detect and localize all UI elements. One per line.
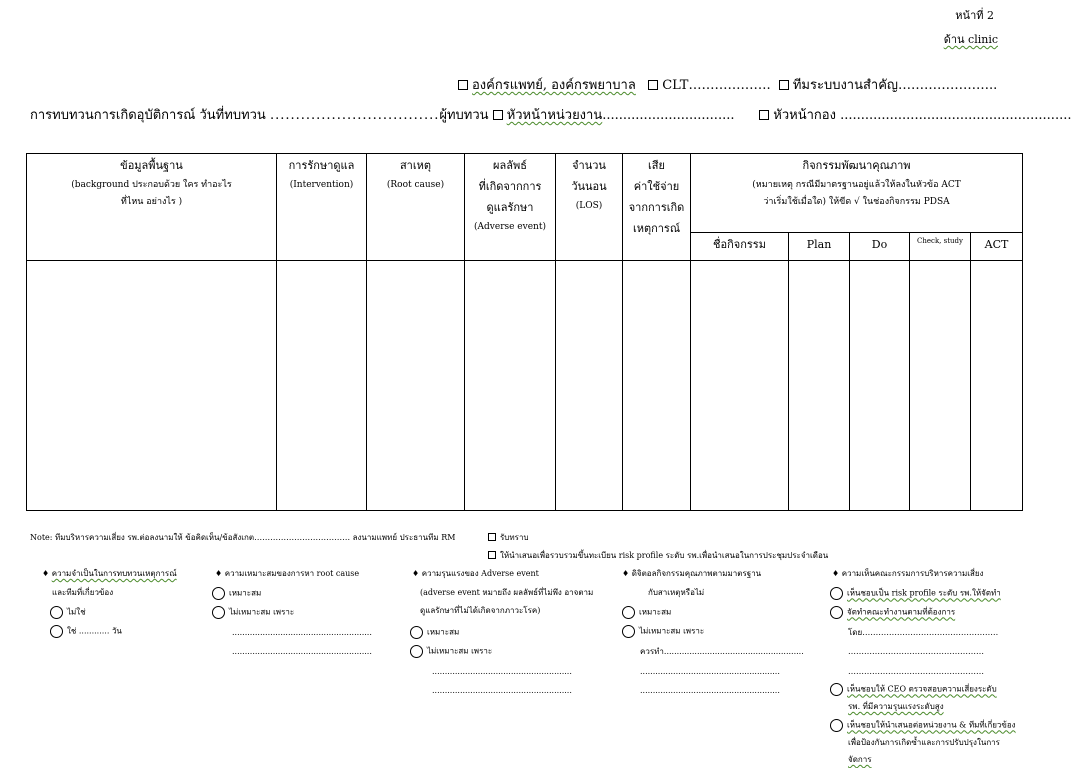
col5-text-5-content: จัดการ: [848, 755, 872, 764]
col4-extra-dots: .......................................................: [663, 647, 804, 656]
clt-dots: ……………….: [688, 78, 771, 93]
col5-by-label: โดย: [848, 628, 863, 637]
col3-dots-1: .......................................................: [432, 667, 572, 676]
department-label: [944, 30, 998, 48]
col5-title-text: ความเห็นคณะกรรมการบริหารความเสี่ยง: [841, 569, 984, 578]
col-los-line1: จำนวน: [572, 159, 606, 172]
page-number: หน้าที่ 2: [955, 9, 994, 22]
cell-background[interactable]: [27, 261, 277, 511]
division-head-dots: ........................................................: [840, 108, 1071, 123]
col-qi-header: [691, 154, 1023, 233]
col5-opt4-label: เห็นชอบให้นำเสนอต่อหน่วยงาน & ทีมที่เกี่ยวข้อง: [847, 720, 1016, 730]
unit-head-dots: ................................: [602, 108, 735, 123]
acknowledge-checkbox[interactable]: [488, 533, 496, 541]
col1-radio-2[interactable]: [50, 625, 63, 638]
cell-intervention[interactable]: [277, 261, 367, 511]
rm-note-dots: ………………………………: [254, 533, 351, 542]
col3-dots-2: .......................................................: [432, 686, 572, 695]
col-adverse-line2: ที่เกิดจากการ: [478, 179, 542, 193]
col-adverse-header: [465, 154, 556, 261]
register-checkbox[interactable]: [488, 551, 496, 559]
col5-dots-1: ……………………………………………: [848, 647, 984, 656]
col2-dots-2: .......................................................: [232, 647, 372, 656]
cell-root-cause[interactable]: [367, 261, 465, 511]
key-system-label: ทีมระบบงานสำคัญ: [792, 78, 898, 93]
col5-opt3-label: เห็นชอบให้ CEO ตรวจสอบความเสี่ยงระดับ: [847, 684, 997, 694]
col5-radio-1[interactable]: [830, 587, 843, 600]
header-line-1: [458, 74, 997, 95]
col1-title: ♦ ความจำเป็นในการทบทวนเหตุการณ์: [42, 569, 177, 578]
col3-option-1: [410, 626, 459, 639]
col2-option-1: [212, 587, 261, 600]
sub-act: ACT: [971, 233, 1023, 261]
rm-register: [488, 549, 828, 562]
col3-opt1-label: เหมาะสม: [427, 627, 460, 637]
col2-radio-1[interactable]: [212, 587, 225, 600]
sub-do: Do: [850, 233, 910, 261]
col4-opt1-label: เหมาะสม: [639, 607, 672, 617]
cell-check[interactable]: [910, 261, 971, 511]
cell-plan[interactable]: [789, 261, 850, 511]
col5-option-2: [830, 606, 955, 619]
col5-radio-3[interactable]: [830, 683, 843, 696]
col3-radio-1[interactable]: [410, 626, 423, 639]
col-los-line2: วันนอน: [571, 179, 607, 193]
col2-dots-1: .......................................................: [232, 628, 372, 637]
col4-dots-1: .......................................................: [640, 667, 780, 676]
col3-option-2: [410, 645, 492, 658]
col5-title: ♦ ความเห็นคณะกรรมการบริหารความเสี่ยง: [832, 569, 984, 578]
header-line-2: [30, 104, 1071, 125]
reviewer-label: ผู้ทบทวน: [439, 108, 489, 123]
col-intervention-sub: (Intervention): [289, 179, 354, 190]
col3-title: ♦ ความรุนแรงของ Adverse event: [412, 569, 539, 578]
col5-opt2-label: จัดทำคณะทำงานตามที่ต้องการ: [847, 607, 956, 617]
review-date-dots: .................................: [269, 108, 440, 123]
col1-opt2-label: ใช่ ............ วัน: [67, 626, 122, 636]
col-adverse-line1: ผลลัพธ์: [493, 159, 527, 172]
unit-head-checkbox[interactable]: [493, 110, 503, 120]
col-los-header: [556, 154, 623, 261]
col2-option-2: [212, 606, 294, 619]
cell-act[interactable]: [971, 261, 1023, 511]
col4-option-1: [622, 606, 671, 619]
col4-title: ♦ ดิจิตอลกิจกรรมคุณภาพตามมาตรฐาน: [622, 569, 762, 578]
org-label: องค์กรแพทย์, องค์กรพยาบาล: [472, 78, 636, 93]
col4-subtitle: กับสาเหตุหรือไม่: [648, 588, 705, 597]
clt-checkbox[interactable]: [648, 80, 658, 90]
department-text: ด้าน clinic: [943, 33, 998, 46]
col4-opt2-label: ไม่เหมาะสม เพราะ: [639, 626, 705, 636]
col-cost-line1: เสีย: [648, 159, 665, 172]
key-system-dots: …………………..: [898, 78, 998, 93]
col-intervention-header: [277, 154, 367, 261]
col-adverse-line4: (Adverse event): [474, 221, 546, 232]
col5-option-4: [830, 719, 1016, 732]
col-cost-header: [623, 154, 691, 261]
sub-plan: Plan: [789, 233, 850, 261]
col-cost-line3: จากการเกิด: [628, 200, 685, 214]
acknowledge-label: รับทราบ: [500, 533, 529, 542]
col4-dots-2: .......................................................: [640, 686, 780, 695]
review-label: การทบทวนการเกิดอุบัติการณ์ วันที่ทบทวน: [30, 108, 266, 123]
col2-opt2-label: ไม่เหมาะสม เพราะ: [229, 607, 295, 617]
col1-title-text: ความจำเป็นในการทบทวนเหตุการณ์: [51, 569, 177, 578]
col5-radio-4[interactable]: [830, 719, 843, 732]
cell-do[interactable]: [850, 261, 910, 511]
col3-opt2-label: ไม่เหมาะสม เพราะ: [427, 646, 493, 656]
col2-opt1-label: เหมาะสม: [229, 588, 262, 598]
col4-extra-label: ควรทำ: [640, 647, 664, 656]
col5-by: [848, 629, 998, 637]
division-head-checkbox[interactable]: [759, 110, 769, 120]
col4-option-2: [622, 625, 704, 638]
cell-cost[interactable]: [623, 261, 691, 511]
incident-review-table: [26, 153, 1023, 511]
unit-head-label: หัวหน้าหน่วยงาน: [506, 108, 603, 123]
division-head-label: หัวหน้ากอง: [773, 108, 836, 123]
col4-radio-2[interactable]: [622, 625, 635, 638]
col5-opt1-label: เห็นชอบเป็น risk profile ระดับ รพ.ให้จัดทำ: [847, 588, 1001, 598]
col-qi-line2: (หมายเหตุ กรณีมีมาตรฐานอยู่แล้วให้ลงในหัวข้อ ACT: [752, 179, 961, 190]
col1-option-1: [50, 606, 86, 619]
col2-title-text: ความเหมาะสมของการหา root cause: [224, 569, 360, 578]
col4-extra: [640, 648, 804, 656]
col4-radio-1[interactable]: [622, 606, 635, 619]
col-cost-line4: เหตุการณ์: [632, 221, 681, 235]
rm-acknowledge: [488, 531, 529, 544]
col5-by-dots: ……………………………………………: [862, 628, 999, 637]
cell-los[interactable]: [556, 261, 623, 511]
col-background-title: ข้อมูลพื้นฐาน: [120, 159, 183, 172]
col3-text-1: (adverse event หมายถึง ผลลัพธ์ที่ไม่พึง อาจตาม: [420, 588, 594, 597]
col5-option-1: [830, 587, 1001, 600]
sub-activity-name: ชื่อกิจกรรม: [691, 233, 789, 261]
col-root-cause-header: [367, 154, 465, 261]
col5-dots-2: ……………………………………………: [848, 667, 984, 676]
col1-radio-1[interactable]: [50, 606, 63, 619]
rm-note: [30, 531, 455, 544]
col1-opt1-label: ไม่ใช่: [67, 607, 86, 617]
sub-check-study: Check, study: [910, 233, 971, 261]
register-label: ให้นำเสนอเพื่อรวบรวมขึ้นทะเบียน risk profile ระดับ รพ.เพื่อนำเสนอในการประชุมประจำเดือน: [500, 551, 829, 560]
cell-activity[interactable]: [691, 261, 789, 511]
col5-option-3: [830, 683, 997, 696]
col-root-cause-title: สาเหตุ: [399, 159, 432, 172]
col1-subtitle: และทีมที่เกี่ยวข้อง: [52, 588, 114, 597]
col-background-header: [27, 154, 277, 261]
col1-option-2: [50, 625, 122, 638]
col-qi-title: กิจกรรมพัฒนาคุณภาพ: [802, 159, 911, 172]
col5-radio-2[interactable]: [830, 606, 843, 619]
col-background-line2: (background ประกอบด้วย ใคร ทำอะไร: [71, 179, 232, 190]
col5-text-3: [848, 703, 944, 711]
col-cost-line2: ค่าใช้จ่าย: [633, 179, 680, 193]
rm-note-sign: ลงนามแพทย์ ประธานทีม RM: [352, 533, 456, 542]
col-qi-line3: ว่าเริ่มใช้เมื่อใด) ให้ขีด √ ในช่องกิจกรรม PDSA: [763, 196, 950, 207]
col5-text-4: เพื่อป้องกันการเกิดซ้ำและการปรับปรุงในการ: [848, 738, 1000, 747]
col-background-line3: ที่ไหน อย่างไร ): [120, 196, 183, 207]
col-los-line3: (LOS): [575, 200, 603, 211]
org-checkbox[interactable]: [458, 80, 468, 90]
col2-title: ♦ ความเหมาะสมของการหา root cause: [215, 569, 360, 578]
cell-adverse[interactable]: [465, 261, 556, 511]
col-adverse-line3: ดูแลรักษา: [486, 200, 534, 214]
col3-radio-2[interactable]: [410, 645, 423, 658]
clt-label: CLT: [662, 78, 689, 93]
table-row: [27, 261, 1023, 511]
col-intervention-title: การรักษาดูแล: [288, 159, 355, 172]
col5-text-5: [848, 756, 872, 764]
col3-text-2: ดูแลรักษาที่ไม่ได้เกิดจากภาวะโรค): [420, 606, 541, 615]
col3-title-text: ความรุนแรงของ Adverse event: [421, 569, 539, 578]
col5-text-3-content: รพ. ที่มีความรุนแรงระดับสูง: [848, 702, 944, 711]
col4-title-text: ดิจิตอลกิจกรรมคุณภาพตามมาตรฐาน: [631, 569, 762, 578]
col2-radio-2[interactable]: [212, 606, 225, 619]
col-root-cause-sub: (Root cause): [386, 179, 445, 190]
key-system-checkbox[interactable]: [779, 80, 789, 90]
rm-note-text: Note: ทีมบริหารความเสี่ยง รพ.ต่อลงนามให้ ข้อคิดเห็น/ข้อสังเกต: [30, 533, 255, 542]
